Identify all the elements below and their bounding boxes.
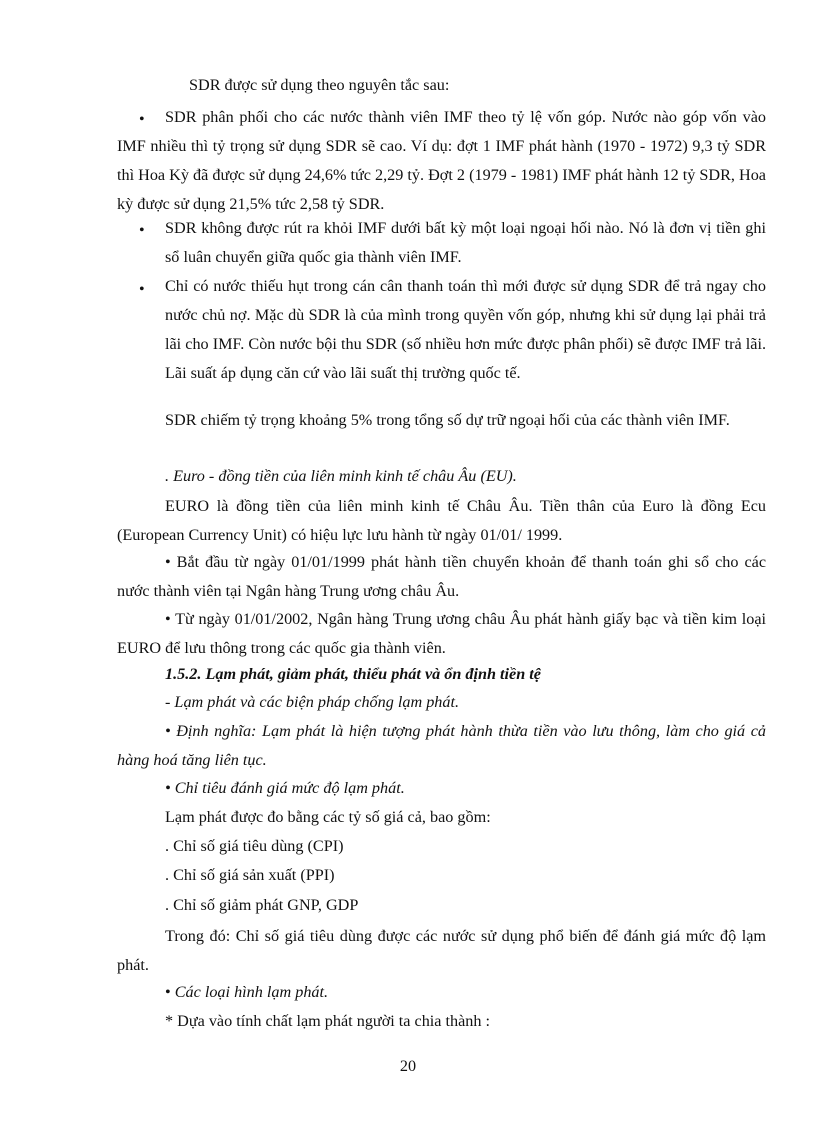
sdr-share-paragraph: SDR chiếm tỷ trọng khoảng 5% trong tổng số dự trữ ngoại hối của các thành viên IMF. [165,411,730,429]
inflation-definition: • Định nghĩa: Lạm phát là hiện tượng phát hành thừa tiền vào lưu thông, làm cho giá cả hàng hoá tăng liên tục. [117,722,766,769]
index-item-cpi: . Chỉ số giá tiêu dùng (CPI) [165,837,344,855]
bullet-2-text: SDR không được rút ra khỏi IMF dưới bất kỳ một loại ngoại hối nào. Nó là đơn vị tiền ghi sổ luân chuyển giữa quốc gia thành viên IMF. [165,219,766,266]
bullet-2-symbol: • [139,222,145,239]
types-heading-text: • Các loại hình lạm phát. [165,983,329,1001]
page-number: 20 [399,1057,417,1075]
section-heading: 1.5.2. Lạm phát, giảm phát, thiểu phát và ổn định tiền tệ [165,665,541,683]
euro-paragraph: EURO là đồng tiền của liên minh kinh tế Châu Âu. Tiền thân của Euro là đồng Ecu (European Currency Unit) có hiệu lực lưu hành từ ngày 01/01/ 1999. [117,497,766,544]
euro-point-1: • Bắt đầu từ ngày 01/01/1999 phát hành tiền chuyển khoản để thanh toán ghi sổ cho các nước thành viên tại Ngân hàng Trung ương châu Âu. [117,553,766,600]
index-item-ppi: . Chỉ số giá sản xuất (PPI) [165,866,335,884]
measure-intro: Lạm phát được đo bằng các tỷ số giá cả, bao gồm: [165,808,491,826]
bullet-1-text [117,103,766,219]
sdr-intro: SDR được sử dụng theo nguyên tắc sau: [189,76,450,94]
types-heading [117,978,766,1007]
euro-point-2: • Từ ngày 01/01/2002, Ngân hàng Trung ương châu Âu phát hành giấy bạc và tiền kim loại EURO để lưu thông trong các quốc gia thành viên. [117,610,766,657]
bullet-3-text: Chỉ có nước thiếu hụt trong cán cân thanh toán thì mới được sử dụng SDR để trả ngay cho nước chủ nợ. Mặc dù SDR là của mình trong quyền vốn góp, nhưng khi sử dụng lại phải trả lãi cho IMF. Còn nước bội thu SDR (số nhiều hơn mức được phân phối) sẽ được IMF trả lãi. Lãi suất áp dụng căn cứ vào lãi suất thị trường quốc tế. [165,277,766,382]
bullet-1-symbol: • [139,111,145,128]
inflation-subheading: - Lạm phát và các biện pháp chống lạm phát. [165,693,460,711]
euro-heading: . Euro - đồng tiền của liên minh kinh tế châu Âu (EU). [165,467,517,485]
bullet-1-label: SDR phân phối cho các nước thành viên IMF theo tỷ lệ vốn góp. Nước nào góp vốn vào IMF nhiều thì tỷ trọng sử dụng SDR sẽ cao. Ví dụ: đợt 1 IMF phát hành (1970 - 1972) 9,3 tỷ SDR thì Hoa Kỳ đã được sử dụng 24,6% tức 2,29 tỷ. Đợt 2 (1979 - 1981) IMF phát hành 12 tỷ SDR, Hoa kỳ được sử dụng 21,5% tức 2,58 tỷ SDR. [117,108,766,213]
types-intro: * Dựa vào tính chất lạm phát người ta chia thành : [165,1012,491,1030]
index-item-gdp: . Chỉ số giảm phát GNP, GDP [165,896,359,914]
types-heading-italic: Các loại hình lạm phát. [174,983,329,1001]
bullet-3-symbol: • [139,281,145,298]
cpi-note: Trong đó: Chỉ số giá tiêu dùng được các nước sử dụng phổ biến để đánh giá mức độ lạm phát. [117,927,766,974]
indicator-heading: • Chỉ tiêu đánh giá mức độ lạm phát. [165,779,405,797]
